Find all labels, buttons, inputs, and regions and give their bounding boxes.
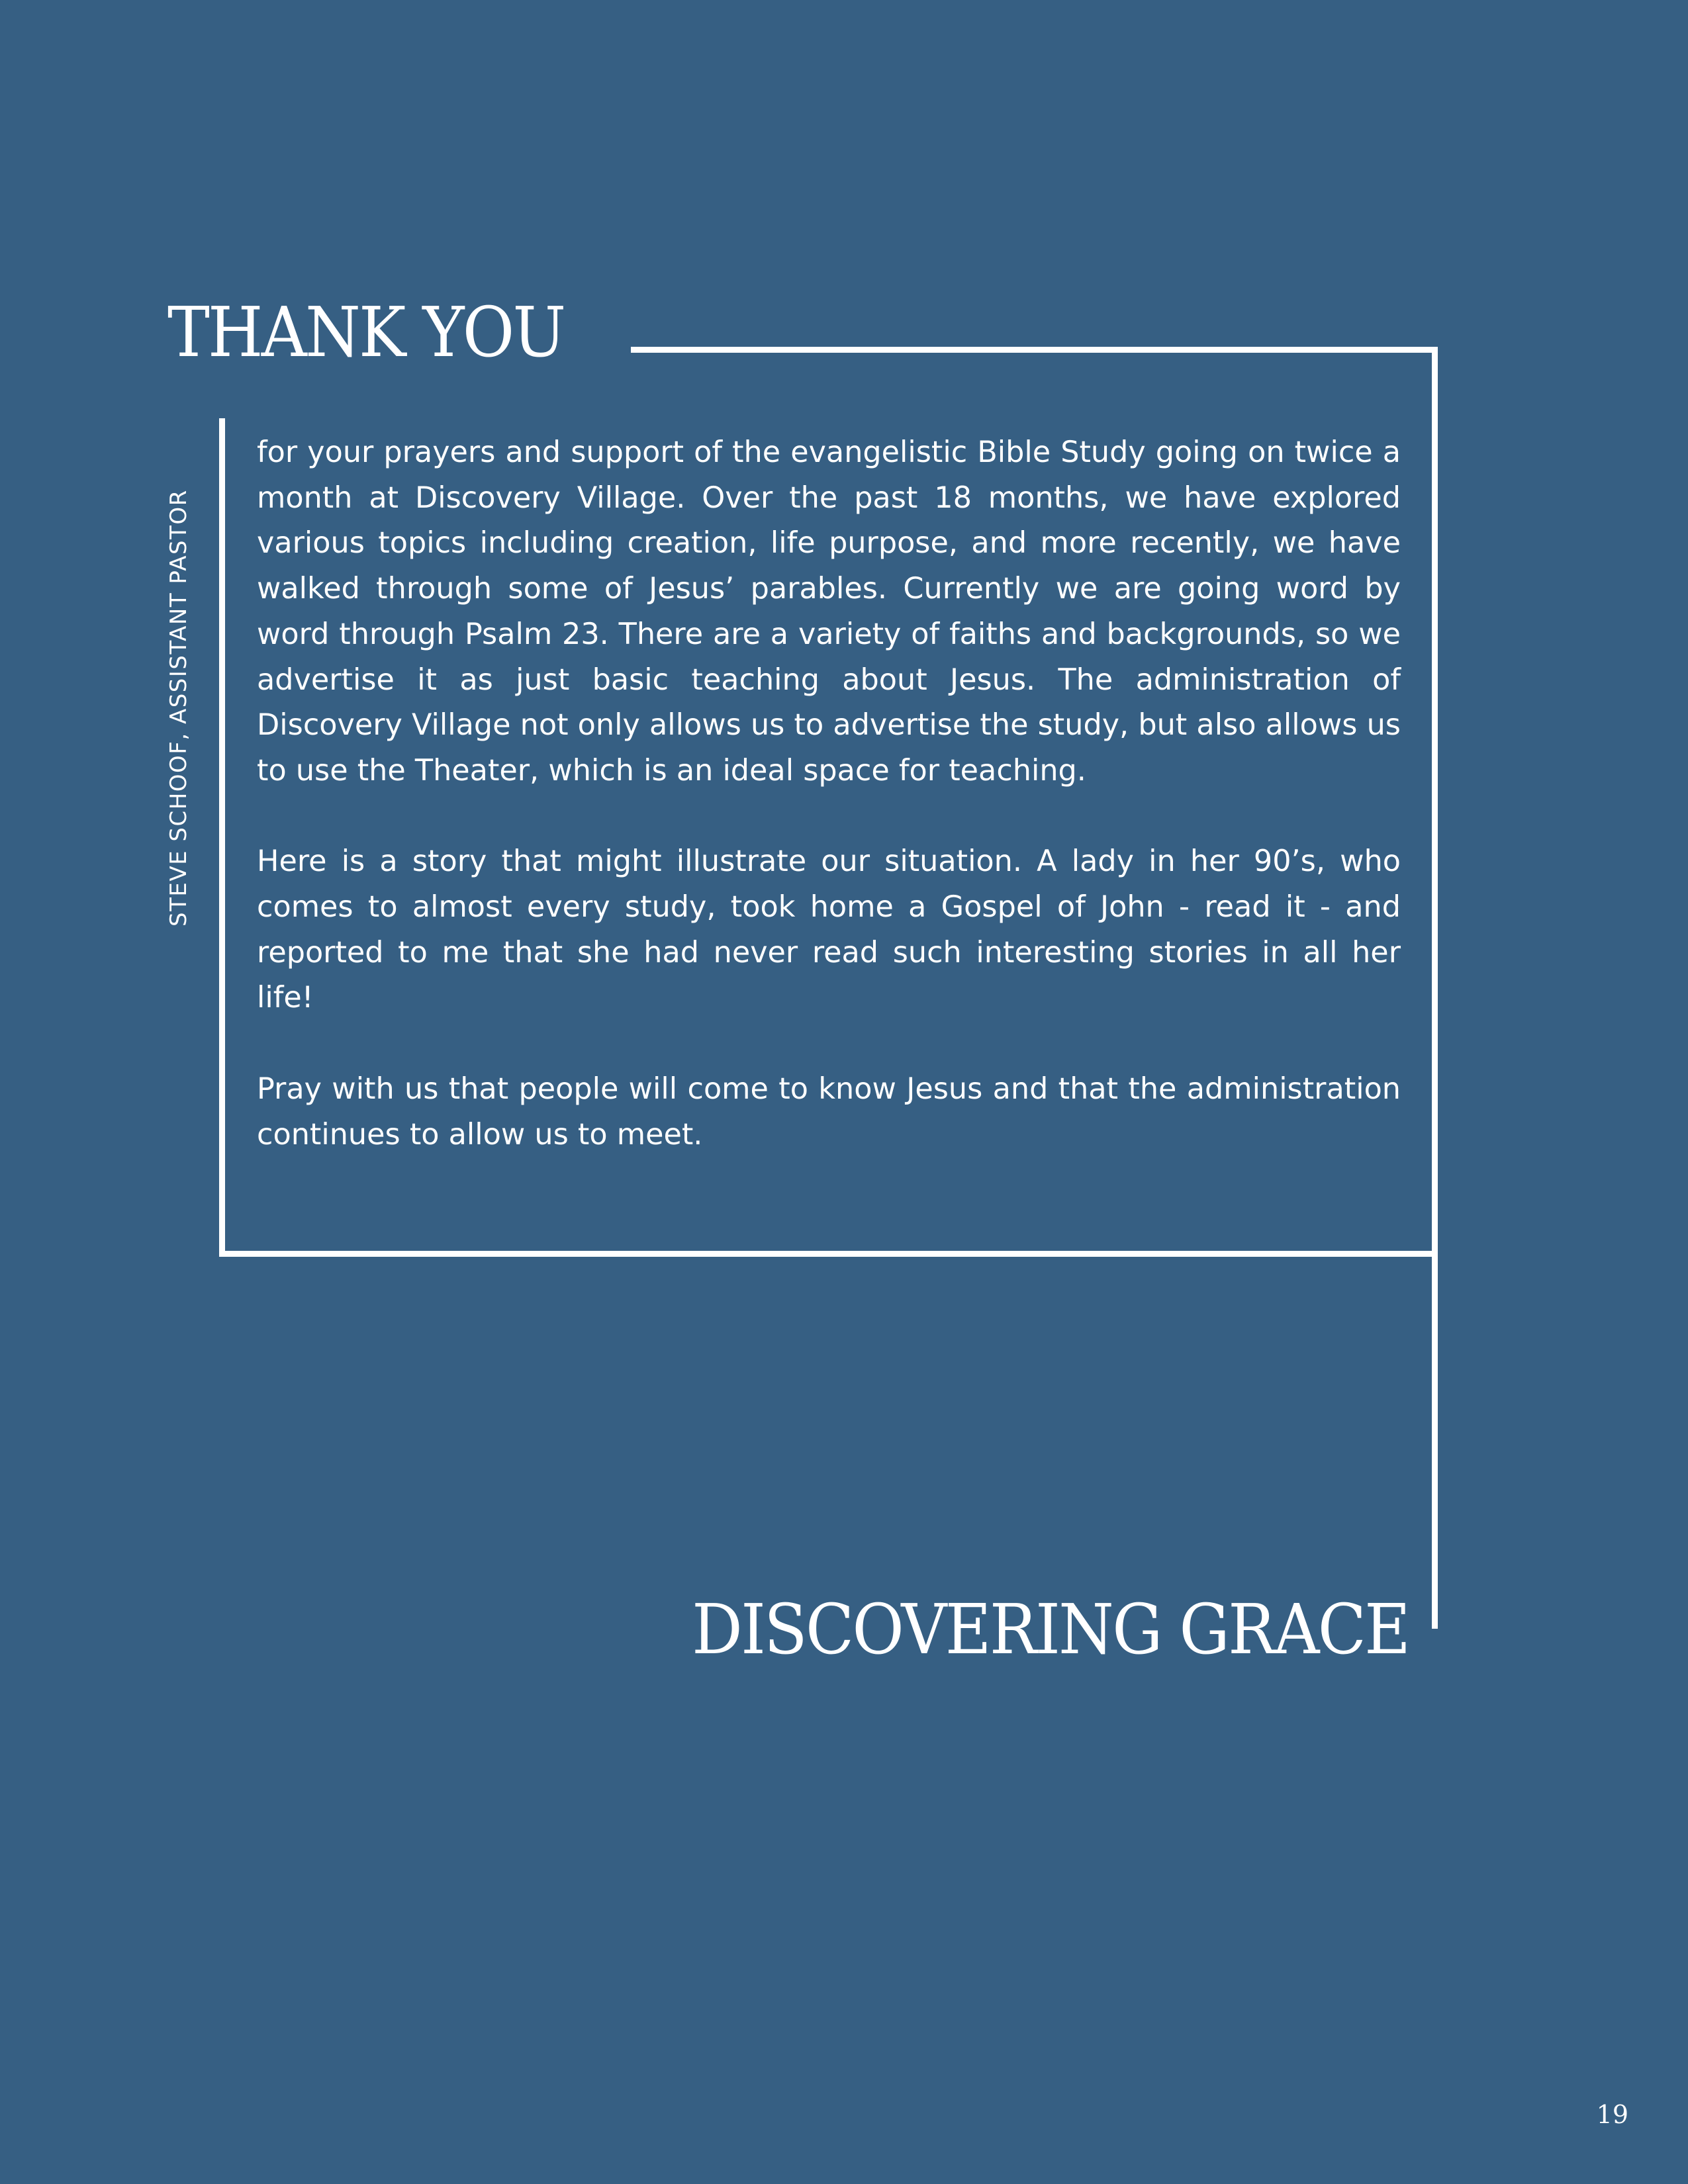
frame-left-line — [219, 418, 225, 1257]
article-paragraph: Here is a story that might illustrate our situation. A lady in her 90’s, who comes to almost every study, took home a Gospel of John - read it - and reported to me that she had never read such interesting stories in all her life! — [257, 844, 1401, 1015]
author-byline: STEVE SCHOOF, ASSISTANT PASTOR — [165, 489, 192, 927]
page-title: THANK YOU — [167, 292, 565, 373]
frame-top-line — [631, 347, 1438, 353]
frame-bottom-line — [223, 1251, 1438, 1257]
article-body — [257, 430, 1401, 1158]
page-number: 19 — [1596, 2100, 1628, 2129]
article-paragraph: Pray with us that people will come to know Jesus and that the administration continues to allow us to meet. — [257, 1071, 1401, 1152]
section-title: DISCOVERING GRACE — [691, 1589, 1409, 1670]
article-paragraph: for your prayers and support of the evangelistic Bible Study going on twice a month at Discovery Village. Over the past 18 months, we have explored various topics including creation, life purpose, and more recently, we have walked through some of Jesus’ parables. Currently we are going word by word through Psalm 23. There are a variety of faiths and backgrounds, so we advertise it as just basic teaching about Jesus. The administration of Discovery Village not only allows us to advertise the study, but also allows us to use the Theater, which is an ideal space for teaching. — [257, 435, 1401, 788]
frame-right-line — [1432, 347, 1438, 1629]
